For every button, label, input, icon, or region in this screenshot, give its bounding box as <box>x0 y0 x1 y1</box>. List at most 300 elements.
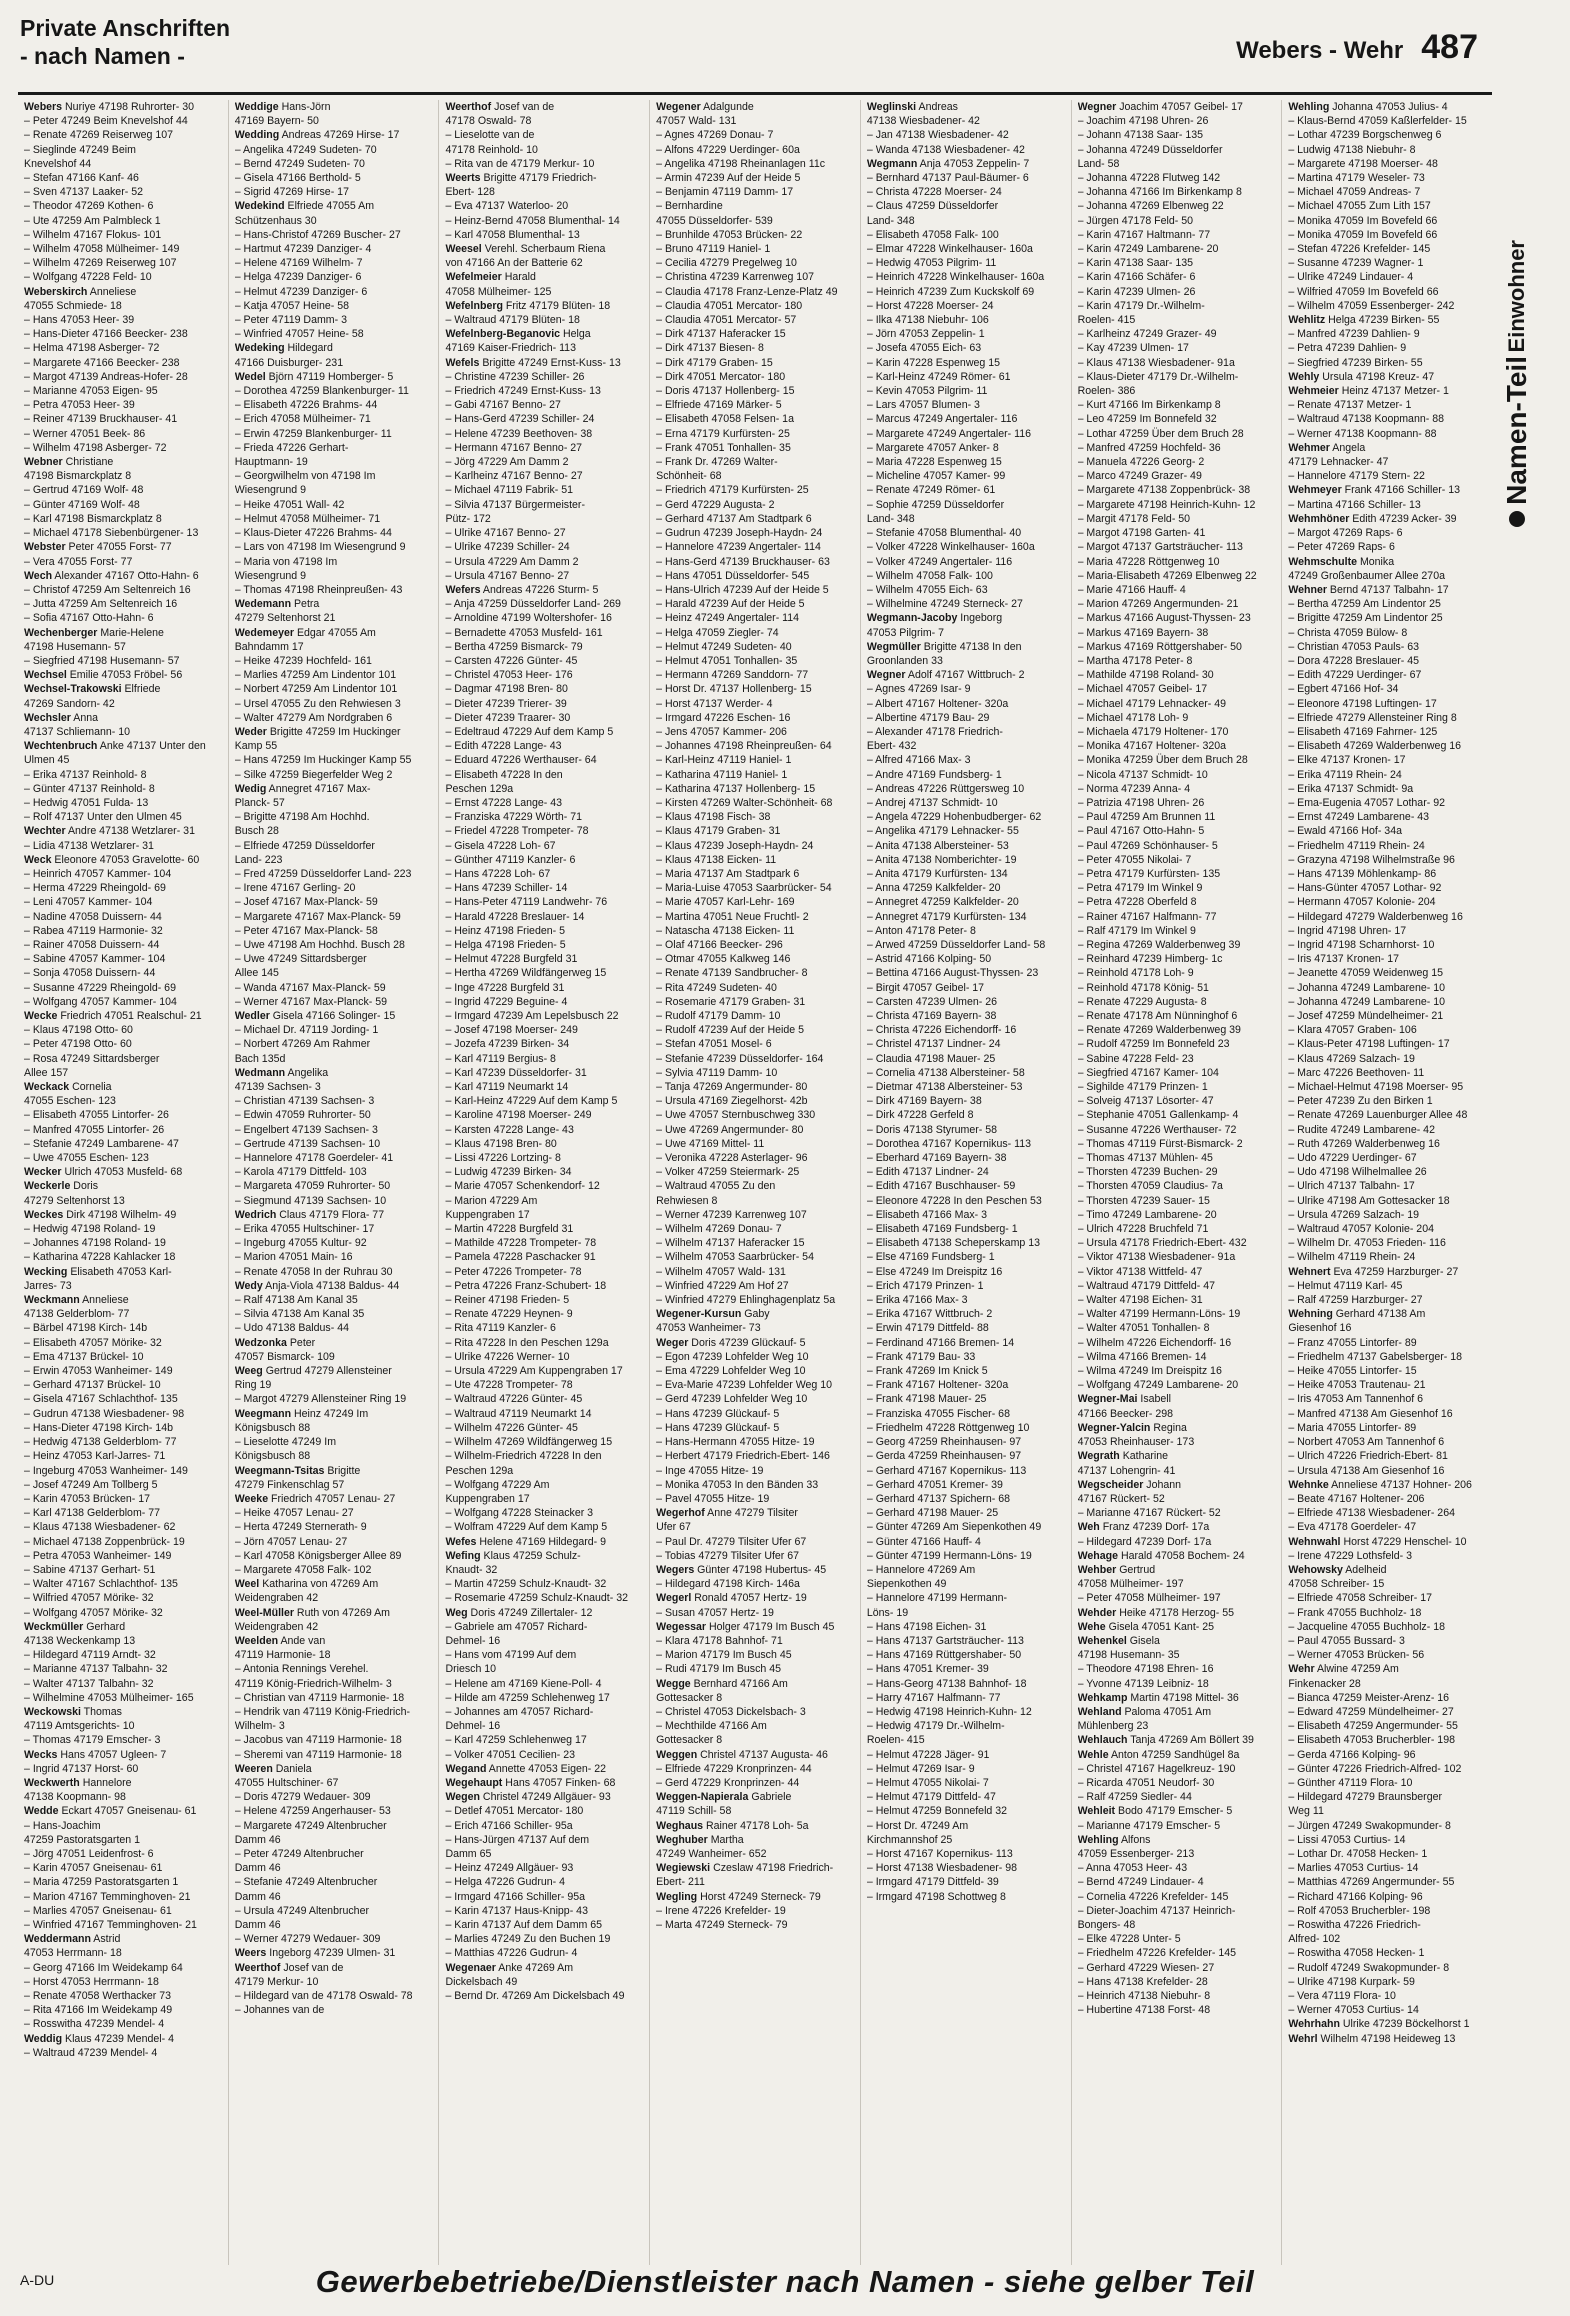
directory-entry: – Elisabeth 47228 In den <box>445 768 563 781</box>
directory-entry: – Ulrike 47167 Benno- 27 <box>445 527 566 540</box>
directory-entry: – Anton 47178 Peter- 8 <box>866 924 976 937</box>
directory-entry: – Waltraud 47239 Mendel- 4 <box>24 2046 158 2059</box>
directory-entry: – Vera 47055 Forst- 77 <box>24 555 133 568</box>
directory-entry: Damm 46 <box>234 1919 281 1931</box>
directory-entry: – Silvia 47137 Bürgermeister- <box>445 498 585 511</box>
directory-entry: – Wilhelmine 47249 Sterneck- 27 <box>866 598 1023 611</box>
directory-entry: – Roswitha 47058 Hecken- 1 <box>1288 1947 1425 1960</box>
directory-entry: – Ursel 47055 Zu den Rehwiesen 3 <box>234 697 401 710</box>
directory-entry: Wiesengrund 9 <box>234 569 306 582</box>
directory-entry: – Hans-Christof 47269 Buscher- 27 <box>234 228 401 241</box>
directory-entry: – Kay 47239 Ulmen- 17 <box>1077 342 1189 355</box>
directory-entry: – Jacqueline 47055 Buchholz- 18 <box>1288 1620 1445 1633</box>
directory-entry: – Heinz-Bernd 47058 Blumenthal- 14 <box>445 214 620 227</box>
directory-entry: – Christel 47167 Hagelkreuz- 190 <box>1077 1762 1236 1775</box>
directory-entry: – Arwed 47259 Düsseldorfer Land- 58 <box>866 938 1046 951</box>
directory-entry: – Anita 47138 Nomberichter- 19 <box>866 853 1017 866</box>
directory-entry: – Peter 47198 Otto- 60 <box>24 1038 132 1051</box>
directory-entry: – Rudolf 47249 Swakopmunder- 8 <box>1288 1961 1450 1974</box>
directory-entry: Wehleit Bodo 47179 Emscher- 5 <box>1077 1805 1233 1818</box>
directory-entry: – Bernd 47249 Lindauer- 4 <box>1077 1876 1204 1889</box>
directory-entry: – Christel 47053 Dickelsbach- 3 <box>656 1705 806 1718</box>
directory-entry: – Klaus 47138 Eicken- 11 <box>656 853 777 866</box>
directory-entry: – Anna 47259 Kalkfelder- 20 <box>866 882 1001 895</box>
directory-entry: – Rudolf 47259 Im Bonnefeld 23 <box>1077 1038 1230 1051</box>
directory-column <box>18 100 229 2265</box>
directory-entry: – Gerd 47229 Kronprinzen- 44 <box>656 1776 800 1789</box>
directory-column <box>650 100 861 2265</box>
directory-entry: – Annegret 47259 Kalkfelder- 20 <box>866 896 1019 909</box>
directory-entry: – Elisabeth 47169 Fundsberg- 1 <box>866 1223 1018 1236</box>
directory-entry: – Wilhelm 47269 Reiserweg 107 <box>24 257 177 270</box>
directory-entry: – Ingrid 47137 Horst- 60 <box>24 1762 139 1775</box>
directory-entry: – Lidia 47138 Wetzlarer- 31 <box>24 839 154 852</box>
directory-entry: Weck Eleonore 47053 Gravelotte- 60 <box>24 853 200 866</box>
directory-entry: Wehner Bernd 47137 Talbahn- 17 <box>1288 583 1449 596</box>
directory-entry: Wegenaer Anke 47269 Am <box>445 1961 574 1974</box>
directory-entry: – Wilhelm 47198 Asberger- 72 <box>24 441 167 454</box>
directory-entry: 47138 Wiesbadener- 42 <box>866 115 980 128</box>
directory-entry: – Hans 47239 Schiller- 14 <box>445 882 568 895</box>
directory-entry: – Wilhelm 47119 Rhein- 24 <box>1288 1251 1416 1264</box>
directory-entry: Wedeking Hildegard <box>234 342 333 355</box>
directory-entry: – Margot 47279 Allensteiner Ring 19 <box>234 1393 407 1406</box>
directory-entry: – Claus 47259 Düsseldorfer <box>866 200 999 213</box>
directory-entry: – Klaus 47138 Wiesbadener- 91a <box>1077 356 1235 369</box>
directory-entry: – Ursula 47167 Benno- 27 <box>445 569 570 582</box>
directory-entry: 47138 Koopmann- 98 <box>24 1791 126 1804</box>
directory-entry: – Frank 47269 Im Knick 5 <box>866 1365 988 1378</box>
directory-entry: – Irmgard 47226 Eschen- 16 <box>656 711 791 724</box>
directory-entry: – Uwe 47269 Angermunder- 80 <box>656 1123 804 1136</box>
directory-entry: – Elfriede 47138 Wiesbadener- 264 <box>1288 1507 1455 1520</box>
directory-entry: – Gerda 47259 Rheinhausen- 97 <box>866 1450 1022 1463</box>
directory-entry: – Heike 47057 Lenau- 27 <box>234 1507 354 1520</box>
directory-entry: 47137 Lohengrin- 41 <box>1077 1464 1176 1477</box>
directory-entry: – Manfred 47138 Am Giesenhof 16 <box>1288 1407 1453 1420</box>
directory-entry: Weg 11 <box>1288 1805 1324 1818</box>
directory-entry: – Hedwig 47198 Roland- 19 <box>24 1223 156 1236</box>
directory-entry: – Günter 47137 Reinhold- 8 <box>24 782 155 795</box>
directory-entry: – Karin 47166 Schäfer- 6 <box>1077 271 1196 284</box>
directory-entry: – Paul 47055 Bussard- 3 <box>1288 1634 1405 1647</box>
directory-entry: Wehrl Wilhelm 47198 Heideweg 13 <box>1288 2032 1456 2045</box>
directory-entry: – Johannes 47198 Rheinpreußen- 64 <box>656 740 832 753</box>
directory-entry: – Klaus-Dieter 47226 Brahms- 44 <box>234 527 392 540</box>
directory-entry: – Waltraud 47057 Kolonie- 204 <box>1288 1223 1434 1236</box>
directory-entry: – Hartmut 47239 Danziger- 4 <box>234 243 372 256</box>
directory-entry: 47055 Hultschiner- 67 <box>234 1776 339 1789</box>
directory-entry: – Johannes am 47057 Richard- <box>445 1705 594 1718</box>
directory-entry: Weckowski Thomas <box>24 1705 122 1718</box>
directory-entry: – Gudrun 47138 Wiesbadener- 98 <box>24 1407 185 1420</box>
directory-entry: – Margarete 47057 Anker- 8 <box>866 441 999 454</box>
directory-entry: – Renate 47058 Werthacker 73 <box>24 1990 172 2003</box>
directory-entry: Weddige Hans-Jörn <box>234 101 331 113</box>
directory-entry: – Alfons 47229 Uerdinger- 60a <box>656 143 800 156</box>
directory-entry: – Lieselotte van de <box>445 129 535 142</box>
directory-entry: – Karin 47057 Gneisenau- 61 <box>24 1862 163 1875</box>
directory-entry: – Matthias 47226 Gudrun- 4 <box>445 1947 578 1960</box>
directory-entry: – Beate 47167 Holtener- 206 <box>1288 1492 1425 1505</box>
directory-entry: – Hans 47259 Im Huckinger Kamp 55 <box>234 754 412 767</box>
directory-entry: Peschen 129a <box>445 782 514 795</box>
directory-entry: Wegener-Kursun Gaby <box>656 1308 770 1321</box>
directory-entry: – Edeltraud 47229 Auf dem Kamp 5 <box>445 725 614 738</box>
directory-entry: – Karl-Heinz 47119 Haniel- 1 <box>656 754 792 767</box>
directory-entry: – Karl-Heinz 47249 Römer- 61 <box>866 370 1011 383</box>
directory-entry: – Günter 47166 Hauff- 4 <box>866 1535 981 1548</box>
directory-entry: – Heinrich 47057 Kammer- 104 <box>24 867 172 880</box>
directory-entry: Gottesacker 8 <box>656 1691 723 1704</box>
directory-entry: – Paul Dr. 47279 Tilsiter Ufer 67 <box>656 1535 807 1548</box>
directory-entry: – Margareta 47059 Ruhrorter- 50 <box>234 1180 391 1193</box>
directory-entry: – Werner 47053 Brücken- 56 <box>1288 1649 1425 1662</box>
directory-entry: Weggen-Napierala Gabriele <box>656 1791 792 1804</box>
directory-entry: – Martha 47178 Peter- 8 <box>1077 654 1193 667</box>
directory-entry: – Günter 47199 Hermann-Löns- 19 <box>866 1549 1032 1562</box>
directory-entry: – Birgit 47057 Geibel- 17 <box>866 981 985 994</box>
page-footer <box>0 2250 1570 2316</box>
directory-entry: – Rainer 47167 Halfmann- 77 <box>1077 910 1217 923</box>
directory-entry: – Yvonne 47139 Leibniz- 18 <box>1077 1677 1209 1690</box>
directory-entry: – Siegfried 47167 Kamer- 104 <box>1077 1066 1219 1079</box>
directory-entry: – Kevin 47053 Pilgrim- 11 <box>866 385 988 398</box>
directory-entry: Weegmann Heinz 47249 Im <box>234 1407 369 1420</box>
directory-entry: – Johanna 47249 Düsseldorfer <box>1077 143 1223 156</box>
directory-entry: – Hannelore 47239 Angertaler- 114 <box>656 541 821 554</box>
directory-entry: – Bertha 47259 Bismarck- 79 <box>445 640 583 653</box>
directory-entry: – Gisela 47166 Berthold- 5 <box>234 172 361 185</box>
directory-entry: – Uwe 47249 Sittardsberger <box>234 953 367 966</box>
directory-entry: – Renate 47058 In der Ruhrau 30 <box>234 1265 393 1278</box>
directory-entry: – Vera 47119 Flora- 10 <box>1288 1990 1396 2003</box>
directory-entry: Finkenacker 28 <box>1288 1677 1361 1690</box>
directory-entry: – Sigrid 47269 Hirse- 17 <box>234 186 349 199</box>
directory-entry: Weel-Müller Ruth von 47269 Am <box>234 1606 390 1619</box>
directory-entry: – Benjamin 47119 Damm- 17 <box>656 186 794 199</box>
directory-entry: – Hans 47139 Möhlenkamp- 86 <box>1288 867 1437 880</box>
directory-entry: – Petra 47053 Wanheimer- 149 <box>24 1549 172 1562</box>
directory-entry: – Leo 47259 Im Bonnefeld 32 <box>1077 413 1217 426</box>
directory-entry: – Peter 47119 Damm- 3 <box>234 314 347 327</box>
directory-entry: – Elke 47228 Unter- 5 <box>1077 1933 1181 1946</box>
directory-entry: – Volker 47259 Steiermark- 25 <box>656 1166 800 1179</box>
directory-entry: – Hermann 47167 Benno- 27 <box>445 441 583 454</box>
directory-entry: – Erika 47137 Reinhold- 8 <box>24 768 147 781</box>
directory-entry: – Wolfgang 47229 Am <box>445 1478 550 1491</box>
directory-entry: – Karin 47167 Haltmann- 77 <box>1077 228 1211 241</box>
directory-entry: – Else 47169 Fundsberg- 1 <box>866 1251 995 1264</box>
directory-entry: – Elmar 47228 Winkelhauser- 160a <box>866 243 1033 256</box>
directory-entry: – Katharina 47137 Hollenberg- 15 <box>656 782 816 795</box>
directory-entry: – Helene 47259 Angerhauser- 53 <box>234 1805 391 1818</box>
directory-entry: – Anna 47053 Heer- 43 <box>1077 1862 1188 1875</box>
directory-entry: – Ursula 47169 Ziegelhorst- 42b <box>656 1095 808 1108</box>
directory-entry: – Jeanette 47059 Weidenweg 15 <box>1288 967 1444 980</box>
directory-entry: – Pavel 47055 Hitze- 19 <box>656 1492 770 1505</box>
directory-entry: – Christina 47239 Karrenweg 107 <box>656 271 814 284</box>
directory-entry: – Maria 47137 Am Stadtpark 6 <box>656 867 800 880</box>
directory-entry: – Helma 47198 Asberger- 72 <box>24 342 160 355</box>
directory-entry: – Hans 47051 Kremer- 39 <box>866 1663 989 1676</box>
directory-entry: – Ingeburg 47055 Kultur- 92 <box>234 1237 367 1250</box>
directory-entry: – Heinz 47249 Angertaler- 114 <box>656 612 800 625</box>
directory-entry: – Maria 47259 Pastoratsgarten 1 <box>24 1876 179 1889</box>
directory-entry: – Carsten 47239 Ulmen- 26 <box>866 995 998 1008</box>
directory-entry: Weddermann Astrid <box>24 1933 121 1946</box>
directory-entry: – Renate 47249 Römer- 61 <box>866 484 996 497</box>
directory-entry: – Martina 47179 Weseler- 73 <box>1288 172 1425 185</box>
directory-entry: Wegrath Katharine <box>1077 1450 1169 1463</box>
directory-entry: – Matthias 47269 Angermunder- 55 <box>1288 1876 1455 1889</box>
directory-entry: – Dora 47228 Breslauer- 45 <box>1288 654 1420 667</box>
directory-entry: – Volker 47228 Winkelhauser- 160a <box>866 541 1035 554</box>
directory-entry: – Dorothea 47167 Kopernikus- 113 <box>866 1137 1031 1150</box>
directory-entry: 47259 Pastoratsgarten 1 <box>24 1833 141 1846</box>
directory-entry: Weckack Cornelia <box>24 1081 112 1094</box>
directory-entry: – Gertrud 47169 Wolf- 48 <box>24 484 144 497</box>
directory-entry: – Hans 47239 Glückauf- 5 <box>656 1407 780 1420</box>
directory-entry: – Stefanie 47249 Lambarene- 47 <box>24 1137 179 1150</box>
directory-entry: – Ulrike 47249 Lindauer- 4 <box>1288 271 1414 284</box>
directory-entry: – Josef 47249 Am Tollberg 5 <box>24 1478 158 1491</box>
directory-entry: – Christine 47239 Schiller- 26 <box>445 370 585 383</box>
directory-entry: Weeke Friedrich 47057 Lenau- 27 <box>234 1492 396 1505</box>
directory-entry: – Hans 47137 Gartsträucher- 113 <box>866 1634 1024 1647</box>
directory-entry: – Jens 47057 Kammer- 206 <box>656 725 787 738</box>
directory-entry: Weg Doris 47249 Zillertaler- 12 <box>445 1606 593 1619</box>
directory-entry: – Maria 47228 Espenweg 15 <box>866 456 1002 469</box>
directory-entry: Weelden Ande van <box>234 1634 326 1647</box>
directory-entry: Planck- 57 <box>234 796 285 809</box>
directory-entry: – Bärbel 47198 Kirch- 14b <box>24 1322 148 1335</box>
directory-entry: – Heinrich 47228 Winkelhauser- 160a <box>866 271 1045 284</box>
directory-entry: – Winfried 47057 Heine- 58 <box>234 328 364 341</box>
directory-entry: Wechter Andre 47138 Wetzlarer- 31 <box>24 825 195 838</box>
directory-entry: – Elisabeth 47055 Lintorfer- 26 <box>24 1109 169 1122</box>
directory-entry: – Johanna 47228 Flutweg 142 <box>1077 172 1221 185</box>
directory-entry: – Hans-Gerd 47139 Bruckhauser- 63 <box>656 555 830 568</box>
directory-entry: – Hans-Günter 47057 Lothar- 92 <box>1288 882 1442 895</box>
directory-entry: – Michael 47057 Geibel- 17 <box>1077 683 1208 696</box>
directory-entry: 47058 Mülheimer- 125 <box>445 285 552 298</box>
directory-entry: – Wolfgang 47249 Lambarene- 20 <box>1077 1379 1239 1392</box>
directory-entry: – Wilhelm 47058 Falk- 100 <box>866 569 993 582</box>
directory-entry: – Elfriede 47259 Düsseldorfer <box>234 839 375 852</box>
directory-entry: Groonlanden 33 <box>866 654 943 667</box>
directory-entry: – Astrid 47166 Kolping- 50 <box>866 953 992 966</box>
directory-entry: 47139 Sachsen- 3 <box>234 1081 321 1094</box>
directory-entry: Weberskirch Anneliese <box>24 285 137 298</box>
directory-entry: – Bettina 47166 August-Thyssen- 23 <box>866 967 1039 980</box>
directory-entry: – Petra 47228 Oberfeld 8 <box>1077 896 1197 909</box>
directory-entry: – Marlies 47249 Zu den Buchen 19 <box>445 1933 611 1946</box>
directory-entry: – Rosemarie 47179 Graben- 31 <box>656 995 806 1008</box>
directory-entry: – Kirsten 47269 Walter-Schönheit- 68 <box>656 796 833 809</box>
directory-entry: – Ralf 47259 Siedler- 44 <box>1077 1791 1192 1804</box>
directory-entry: – Gerhard 47137 Brückel- 10 <box>24 1379 161 1392</box>
directory-entry: 47179 Lehnacker- 47 <box>1288 456 1389 469</box>
directory-entry: Wegand Annette 47053 Eigen- 22 <box>445 1762 607 1775</box>
directory-entry: Wecker Ulrich 47053 Musfeld- 68 <box>24 1166 183 1179</box>
directory-entry: – Marion 47179 Im Busch 45 <box>656 1649 792 1662</box>
directory-entry: – Josefa 47055 Eich- 63 <box>866 342 982 355</box>
directory-entry: Wehkamp Martin 47198 Mittel- 36 <box>1077 1691 1239 1704</box>
directory-entry: Wegner Joachim 47057 Geibel- 17 <box>1077 101 1243 113</box>
directory-entry: – Ulrike 47239 Schiller- 24 <box>445 541 570 554</box>
directory-entry: Weeg Gertrud 47279 Allensteiner <box>234 1365 392 1378</box>
directory-entry: – Sven 47137 Laaker- 52 <box>24 186 143 199</box>
directory-entry: – Sighilde 47179 Prinzen- 1 <box>1077 1081 1208 1094</box>
directory-entry: – Stefan 47051 Mosel- 6 <box>656 1038 772 1051</box>
directory-entry: – Lissi 47053 Curtius- 14 <box>1288 1833 1406 1846</box>
directory-entry: – Dirk 47169 Bayern- 38 <box>866 1095 982 1108</box>
directory-entry: – Hildegard 47239 Dorf- 17a <box>1077 1535 1212 1548</box>
directory-entry: Wehlitz Helga 47239 Birken- 55 <box>1288 314 1440 327</box>
directory-entry: Wehber Gertrud <box>1077 1563 1156 1576</box>
directory-entry: Land- 348 <box>866 214 915 227</box>
directory-entry: 47249 Wanheimer- 652 <box>656 1847 767 1860</box>
directory-entry: – Marianne 47179 Emscher- 5 <box>1077 1819 1221 1832</box>
directory-entry: Allee 157 <box>24 1066 69 1079</box>
directory-entry: – Heinz 47249 Allgäuer- 93 <box>445 1862 574 1875</box>
directory-entry: Wehmeyer Frank 47166 Schiller- 13 <box>1288 484 1461 497</box>
directory-entry: – Ferdinand 47166 Bremen- 14 <box>866 1336 1015 1349</box>
directory-entry: Wegmann-Jacoby Ingeborg <box>866 612 1003 625</box>
directory-entry: – Alexander 47178 Friedrich- <box>866 725 1003 738</box>
directory-entry: – Helga 47226 Gudrun- 4 <box>445 1876 565 1889</box>
directory-entry: – Manfred 47259 Hochfeld- 36 <box>1077 441 1221 454</box>
directory-entry: – Wolfram 47229 Auf dem Kamp 5 <box>445 1521 608 1534</box>
directory-entry: Wegiewski Czeslaw 47198 Friedrich- <box>656 1862 834 1875</box>
directory-entry: – Wilhelm 47059 Essenberger- 242 <box>1288 299 1455 312</box>
directory-entry: – Klara 47057 Graben- 106 <box>1288 1024 1417 1037</box>
directory-entry: – Petra 47053 Heer- 39 <box>24 399 135 412</box>
directory-entry: – Werner 47051 Beek- 86 <box>24 427 146 440</box>
directory-entry: – Wilhelm-Friedrich 47228 In den <box>445 1450 602 1463</box>
directory-entry: 47119 Schill- 58 <box>656 1805 732 1818</box>
directory-entry: – Renate 47139 Sandbrucher- 8 <box>656 967 808 980</box>
directory-entry: – Eva-Marie 47239 Lohfelder Weg 10 <box>656 1379 833 1392</box>
directory-entry: – Hildegard 47198 Kirch- 146a <box>656 1578 800 1591</box>
directory-entry: – Ralf 47179 Im Winkel 9 <box>1077 924 1196 937</box>
directory-entry: – Horst Dr. 47137 Hollenberg- 15 <box>656 683 812 696</box>
directory-entry: – Detlef 47051 Mercator- 180 <box>445 1805 584 1818</box>
directory-entry: Wehling Johanna 47053 Julius- 4 <box>1288 101 1448 113</box>
directory-entry: Wefes Helene 47169 Hildegard- 9 <box>445 1535 607 1548</box>
directory-entry: – Walter 47167 Schlachthof- 135 <box>24 1578 178 1591</box>
directory-entry: – Heinrich 47138 Niebuhr- 8 <box>1077 1990 1211 2003</box>
directory-entry: – Ute 47228 Trompeter- 78 <box>445 1379 573 1392</box>
directory-entry: – Alfred 47166 Max- 3 <box>866 754 971 767</box>
directory-entry: Roelen- 415 <box>866 1734 925 1747</box>
directory-entry: – Tobias 47279 Tilsiter Ufer 67 <box>656 1549 800 1562</box>
directory-entry: – Karlheinz 47249 Grazer- 49 <box>1077 328 1217 341</box>
directory-entry: – Herbert 47179 Friedrich-Ebert- 146 <box>656 1450 830 1463</box>
directory-entry: – Manuela 47226 Georg- 2 <box>1077 456 1205 469</box>
directory-entry: – Angelika 47249 Sudeten- 70 <box>234 143 377 156</box>
directory-entry: – Irmgard 47198 Schottweg 8 <box>866 1890 1006 1903</box>
directory-entry: – Hans-Joachim <box>24 1819 101 1832</box>
directory-entry: Weglinski Andreas <box>866 101 958 113</box>
directory-entry: – Uwe 47169 Mittel- 11 <box>656 1137 765 1150</box>
directory-columns <box>18 100 1492 2265</box>
directory-entry: – Sabine 47228 Feld- 23 <box>1077 1052 1194 1065</box>
directory-entry: – Armin 47239 Auf der Heide 5 <box>656 172 801 185</box>
directory-entry: – Walter 47051 Tonhallen- 8 <box>1077 1322 1210 1335</box>
directory-entry: – Jörg 47229 Am Damm 2 <box>445 456 569 469</box>
directory-entry: – Angelika 47179 Lehnacker- 55 <box>866 825 1019 838</box>
directory-entry: – Margarete 47138 Zoppenbrück- 38 <box>1077 484 1251 497</box>
directory-entry: – Ruth 47269 Walderbenweg 16 <box>1288 1137 1440 1150</box>
directory-entry: – Renate 47229 Augusta- 8 <box>1077 995 1207 1008</box>
directory-entry: – Wilhelm 47269 Donau- 7 <box>656 1223 782 1236</box>
directory-entry: – Marcus 47249 Angertaler- 116 <box>866 413 1018 426</box>
directory-entry: – Wilhelm 47167 Flokus- 101 <box>24 228 162 241</box>
directory-entry: – Ulrike 47198 Am Gottesacker 18 <box>1288 1194 1450 1207</box>
directory-entry: – Christof 47259 Am Seltenreich 16 <box>24 583 191 596</box>
directory-entry: – Josef 47198 Moerser- 249 <box>445 1024 578 1037</box>
directory-entry: 47055 Schmiede- 18 <box>24 299 122 312</box>
directory-entry: – Antonia Rennings Verehel. <box>234 1663 369 1676</box>
directory-entry: – Marlies 47057 Gneisenau- 61 <box>24 1904 172 1917</box>
directory-entry: – Arnoldine 47199 Woltershofer- 16 <box>445 612 612 625</box>
directory-entry: – Elisabeth 47057 Mörike- 32 <box>24 1336 162 1349</box>
directory-entry: 47166 Beecker- 298 <box>1077 1407 1174 1420</box>
directory-entry: Busch 28 <box>234 825 279 838</box>
directory-entry: – Wilfried 47057 Mörike- 32 <box>24 1592 154 1605</box>
directory-entry: – Hans 47239 Glückauf- 5 <box>656 1421 780 1434</box>
directory-entry: Weel Katharina von 47269 Am <box>234 1578 379 1591</box>
directory-entry: – Dirk 47137 Biesen- 8 <box>656 342 764 355</box>
directory-entry: – Irene 47226 Krefelder- 19 <box>656 1904 786 1917</box>
directory-entry: – Lars von 47198 Im Wiesengrund 9 <box>234 541 406 554</box>
directory-entry: Wehly Ursula 47198 Kreuz- 47 <box>1288 370 1435 383</box>
header-rule <box>18 92 1492 95</box>
directory-entry: – Lothar Dr. 47058 Hecken- 1 <box>1288 1847 1428 1860</box>
directory-entry: – Petra 47226 Franz-Schubert- 18 <box>445 1279 607 1292</box>
directory-entry: – Helmut 47259 Bonnefeld 32 <box>866 1805 1008 1818</box>
directory-entry: – Richard 47166 Kolping- 96 <box>1288 1890 1423 1903</box>
directory-entry: – Peter 47055 Nikolai- 7 <box>1077 853 1192 866</box>
directory-entry: Wegener Adalgunde <box>656 101 754 113</box>
directory-entry: – Irene 47167 Gerling- 20 <box>234 882 356 895</box>
directory-entry: – Gerd 47239 Lohfelder Weg 10 <box>656 1393 808 1406</box>
directory-entry: – Hans 47051 Düsseldorfer- 545 <box>656 569 810 582</box>
directory-entry: – Katharina 47228 Kahlacker 18 <box>24 1251 176 1264</box>
directory-entry: – Gerhard 47137 Am Stadtpark 6 <box>656 512 812 525</box>
directory-entry: – Werner 47279 Wedauer- 309 <box>234 1933 381 1946</box>
directory-entry: – Klaus 47198 Otto- 60 <box>24 1024 133 1037</box>
directory-entry: – Andreas 47226 Rüttgersweg 10 <box>866 782 1025 795</box>
directory-entry: Wefelmeier Harald <box>445 271 536 284</box>
directory-entry: – Elisabeth 47166 Max- 3 <box>866 1208 988 1221</box>
directory-entry: Hauptmann- 19 <box>234 456 308 469</box>
directory-entry: 47137 Schliemann- 10 <box>24 725 131 738</box>
directory-entry: – Edward 47259 Mündelheimer- 27 <box>1288 1705 1454 1718</box>
directory-entry: 47058 Mülheimer- 197 <box>1077 1578 1184 1591</box>
directory-entry: – Elfriede 47058 Schreiber- 17 <box>1288 1592 1433 1605</box>
directory-entry: 47166 Duisburger- 231 <box>234 356 344 369</box>
directory-entry: – Sabine 47137 Gerhart- 51 <box>24 1563 156 1576</box>
directory-entry: – Ingrid 47229 Beguine- 4 <box>445 995 568 1008</box>
directory-entry: – Dirk 47051 Mercator- 180 <box>656 370 786 383</box>
directory-entry: Wegmüller Brigitte 47138 In den <box>866 640 1022 653</box>
directory-entry: – Werner 47167 Max-Planck- 59 <box>234 995 388 1008</box>
directory-entry: Ulmen 45 <box>24 754 70 767</box>
directory-entry: – Marc 47226 Beethoven- 11 <box>1288 1066 1425 1079</box>
